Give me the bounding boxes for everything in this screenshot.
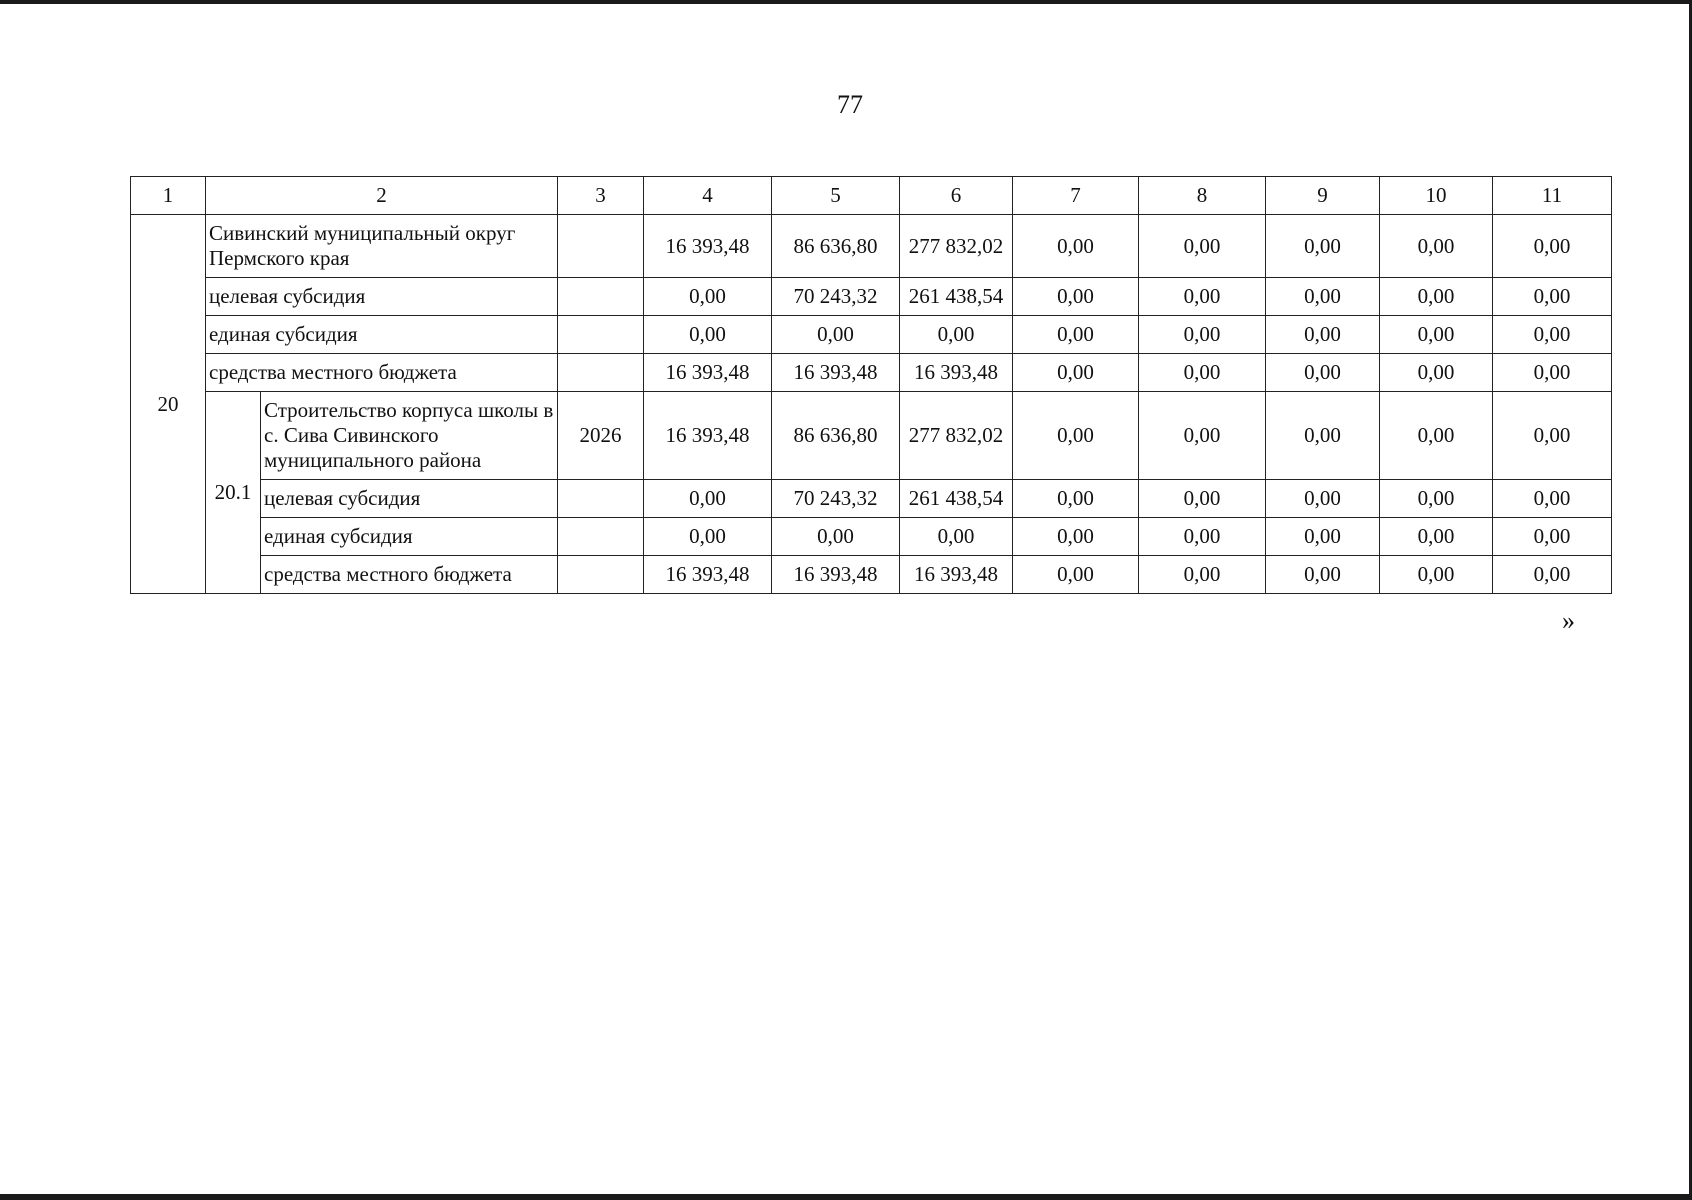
value-cell: 0,00 [1139, 480, 1266, 518]
value-cell: 16 393,48 [900, 556, 1013, 594]
value-cell: 0,00 [1380, 354, 1493, 392]
value-cell: 0,00 [1493, 392, 1612, 480]
value-cell: 0,00 [644, 480, 772, 518]
value-cell: 261 438,54 [900, 278, 1013, 316]
value-cell: 16 393,48 [644, 556, 772, 594]
column-number-cell: 4 [644, 177, 772, 215]
value-cell: 86 636,80 [772, 392, 900, 480]
column-number-cell: 1 [131, 177, 206, 215]
value-cell: 0,00 [1013, 278, 1139, 316]
scan-border-top [0, 0, 1692, 4]
row-subgroup-number: 20.1 [206, 392, 261, 594]
year-cell [558, 480, 644, 518]
value-cell: 277 832,02 [900, 392, 1013, 480]
value-cell: 0,00 [772, 518, 900, 556]
value-cell: 0,00 [1493, 316, 1612, 354]
row-group-number: 20 [131, 215, 206, 594]
value-cell: 0,00 [1266, 480, 1380, 518]
value-cell: 0,00 [1266, 215, 1380, 278]
value-cell: 0,00 [1013, 480, 1139, 518]
scan-border-bottom [0, 1194, 1692, 1200]
table-row [131, 556, 1612, 594]
value-cell: 0,00 [900, 518, 1013, 556]
year-cell [558, 354, 644, 392]
value-cell: 0,00 [1139, 278, 1266, 316]
value-cell: 0,00 [1139, 215, 1266, 278]
table-row [131, 215, 1612, 278]
year-cell [558, 556, 644, 594]
column-number-cell: 3 [558, 177, 644, 215]
column-number-cell: 2 [206, 177, 558, 215]
value-cell: 0,00 [1380, 556, 1493, 594]
value-cell: 0,00 [1380, 480, 1493, 518]
value-cell: 16 393,48 [644, 215, 772, 278]
value-cell: 0,00 [1139, 316, 1266, 354]
column-number-cell: 8 [1139, 177, 1266, 215]
value-cell: 16 393,48 [644, 354, 772, 392]
row-label: Сивинский муниципальный округ Пермского края [206, 215, 558, 278]
value-cell: 70 243,32 [772, 480, 900, 518]
row-label: средства местного бюджета [261, 556, 558, 594]
year-cell: 2026 [558, 392, 644, 480]
table-row [131, 518, 1612, 556]
year-cell [558, 215, 644, 278]
value-cell: 0,00 [1380, 392, 1493, 480]
year-cell [558, 518, 644, 556]
value-cell: 86 636,80 [772, 215, 900, 278]
row-label: Строительство корпуса школы в с. Сива Сивинского муниципального района [261, 392, 558, 480]
column-number-row [131, 177, 1612, 215]
value-cell: 70 243,32 [772, 278, 900, 316]
value-cell: 0,00 [1013, 392, 1139, 480]
row-label: целевая субсидия [261, 480, 558, 518]
value-cell: 0,00 [644, 316, 772, 354]
column-number-cell: 7 [1013, 177, 1139, 215]
value-cell: 0,00 [644, 518, 772, 556]
value-cell: 0,00 [1266, 392, 1380, 480]
value-cell: 0,00 [1380, 278, 1493, 316]
value-cell: 0,00 [1266, 316, 1380, 354]
value-cell: 0,00 [1266, 556, 1380, 594]
column-number-cell: 11 [1493, 177, 1612, 215]
value-cell: 0,00 [1380, 518, 1493, 556]
column-number-cell: 5 [772, 177, 900, 215]
value-cell: 0,00 [1266, 518, 1380, 556]
value-cell: 261 438,54 [900, 480, 1013, 518]
value-cell: 0,00 [1266, 354, 1380, 392]
value-cell: 0,00 [1493, 480, 1612, 518]
value-cell: 16 393,48 [772, 354, 900, 392]
budget-table [130, 176, 1612, 594]
column-number-cell: 10 [1380, 177, 1493, 215]
value-cell: 277 832,02 [900, 215, 1013, 278]
value-cell: 0,00 [1493, 215, 1612, 278]
table-row [131, 354, 1612, 392]
value-cell: 0,00 [1013, 518, 1139, 556]
value-cell: 0,00 [1139, 556, 1266, 594]
value-cell: 0,00 [1380, 215, 1493, 278]
value-cell: 0,00 [1013, 354, 1139, 392]
value-cell: 0,00 [1493, 354, 1612, 392]
table-row [131, 316, 1612, 354]
row-label: целевая субсидия [206, 278, 558, 316]
value-cell: 0,00 [900, 316, 1013, 354]
column-number-cell: 9 [1266, 177, 1380, 215]
value-cell: 16 393,48 [772, 556, 900, 594]
table-row [131, 392, 1612, 480]
row-label: средства местного бюджета [206, 354, 558, 392]
value-cell: 0,00 [1013, 215, 1139, 278]
table-row [131, 278, 1612, 316]
year-cell [558, 316, 644, 354]
row-label: единая субсидия [206, 316, 558, 354]
value-cell: 0,00 [1266, 278, 1380, 316]
value-cell: 0,00 [1380, 316, 1493, 354]
table-row [131, 480, 1612, 518]
page-number: 77 [837, 90, 863, 119]
value-cell: 0,00 [1013, 316, 1139, 354]
value-cell: 0,00 [1493, 556, 1612, 594]
closing-quote-mark: » [1562, 606, 1575, 635]
value-cell: 16 393,48 [900, 354, 1013, 392]
year-cell [558, 278, 644, 316]
value-cell: 0,00 [1013, 556, 1139, 594]
value-cell: 16 393,48 [644, 392, 772, 480]
value-cell: 0,00 [1493, 518, 1612, 556]
row-label: единая субсидия [261, 518, 558, 556]
value-cell: 0,00 [1139, 354, 1266, 392]
value-cell: 0,00 [644, 278, 772, 316]
value-cell: 0,00 [1493, 278, 1612, 316]
value-cell: 0,00 [772, 316, 900, 354]
column-number-cell: 6 [900, 177, 1013, 215]
value-cell: 0,00 [1139, 392, 1266, 480]
value-cell: 0,00 [1139, 518, 1266, 556]
